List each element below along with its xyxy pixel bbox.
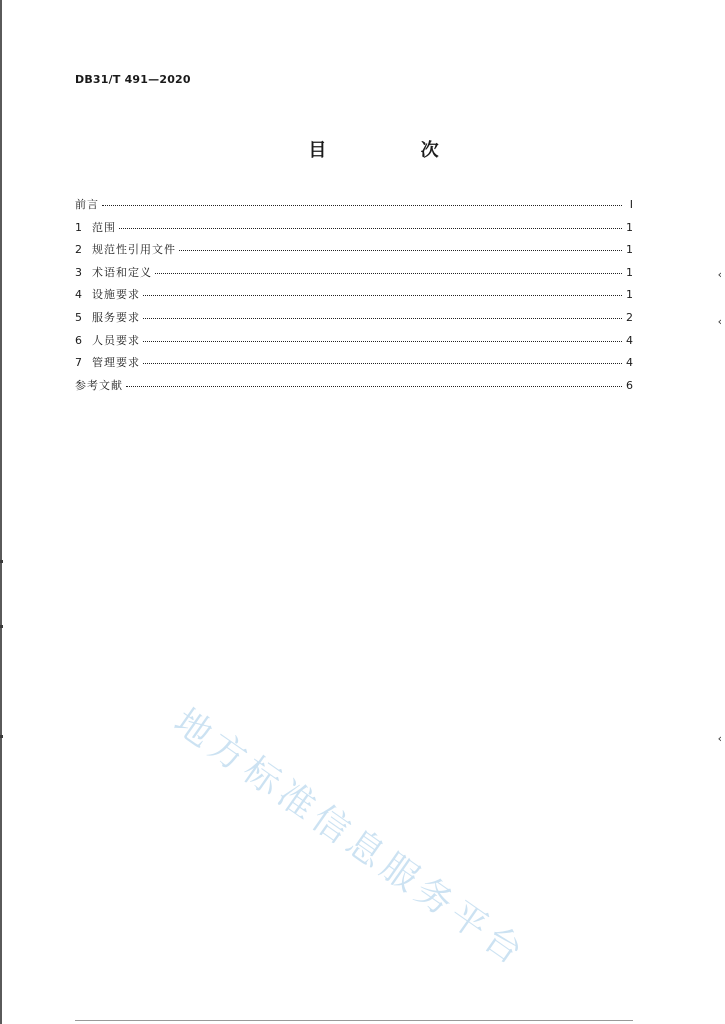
toc-entry-number: 1 [75, 220, 82, 234]
toc-page-number: 4 [626, 356, 633, 370]
toc-entry-text: 参考文献 [75, 378, 123, 392]
toc-page-number: 1 [626, 265, 633, 279]
toc-entry-text: 管理要求 [92, 356, 140, 370]
toc-entry-6[interactable] [75, 332, 633, 355]
scan-mark: ‹ [717, 732, 722, 745]
toc-leader [179, 249, 622, 251]
toc-page-number: 2 [626, 310, 633, 324]
watermark: 地方标准信息服务平台 [166, 701, 535, 976]
binding-tick [0, 625, 3, 628]
toc-page-number: 4 [626, 333, 633, 347]
toc-entry-number: 5 [75, 310, 82, 324]
bottom-edge [75, 1020, 633, 1021]
toc-leader [143, 340, 622, 342]
toc-entry-text: 前言 [75, 198, 99, 211]
scan-mark: ‹ [717, 315, 722, 328]
scan-mark: ‹ [717, 268, 722, 281]
toc-entry-7[interactable] [75, 354, 633, 377]
toc-entry-foreword[interactable] [75, 196, 633, 219]
toc-entry-text: 术语和定义 [92, 265, 152, 279]
toc-entry-4[interactable] [75, 286, 633, 309]
toc-entry-number: 4 [75, 288, 82, 302]
table-of-contents [75, 196, 633, 399]
toc-entry-text: 范围 [92, 220, 116, 234]
toc-entry-references[interactable] [75, 377, 633, 400]
toc-entry-5[interactable] [75, 309, 633, 332]
toc-page-number: 1 [626, 288, 633, 302]
toc-entry-3[interactable] [75, 264, 633, 287]
binding-tick [0, 735, 3, 738]
toc-leader [119, 227, 622, 229]
document-id: DB31/T 491—2020 [75, 73, 191, 86]
toc-page-number: 1 [626, 243, 633, 257]
toc-entry-number: 6 [75, 333, 82, 347]
toc-leader [143, 294, 622, 296]
toc-entry-2[interactable] [75, 241, 633, 264]
toc-entry-number: 7 [75, 356, 82, 370]
toc-leader [126, 385, 622, 387]
toc-leader [155, 272, 622, 274]
toc-entry-1[interactable] [75, 219, 633, 242]
toc-page-number: Ⅰ [629, 198, 633, 211]
toc-page-number: 6 [626, 378, 633, 392]
toc-entry-number: 3 [75, 265, 82, 279]
toc-leader [102, 204, 622, 206]
toc-page-number: 1 [626, 220, 633, 234]
toc-entry-text: 设施要求 [92, 288, 140, 302]
binding-tick [0, 560, 3, 563]
toc-leader [143, 317, 622, 319]
toc-entry-text: 人员要求 [92, 333, 140, 347]
toc-entry-number: 2 [75, 243, 82, 257]
toc-title: 目 次 [308, 140, 483, 161]
toc-leader [143, 362, 622, 364]
toc-entry-text: 规范性引用文件 [92, 243, 176, 257]
toc-entry-text: 服务要求 [92, 310, 140, 324]
